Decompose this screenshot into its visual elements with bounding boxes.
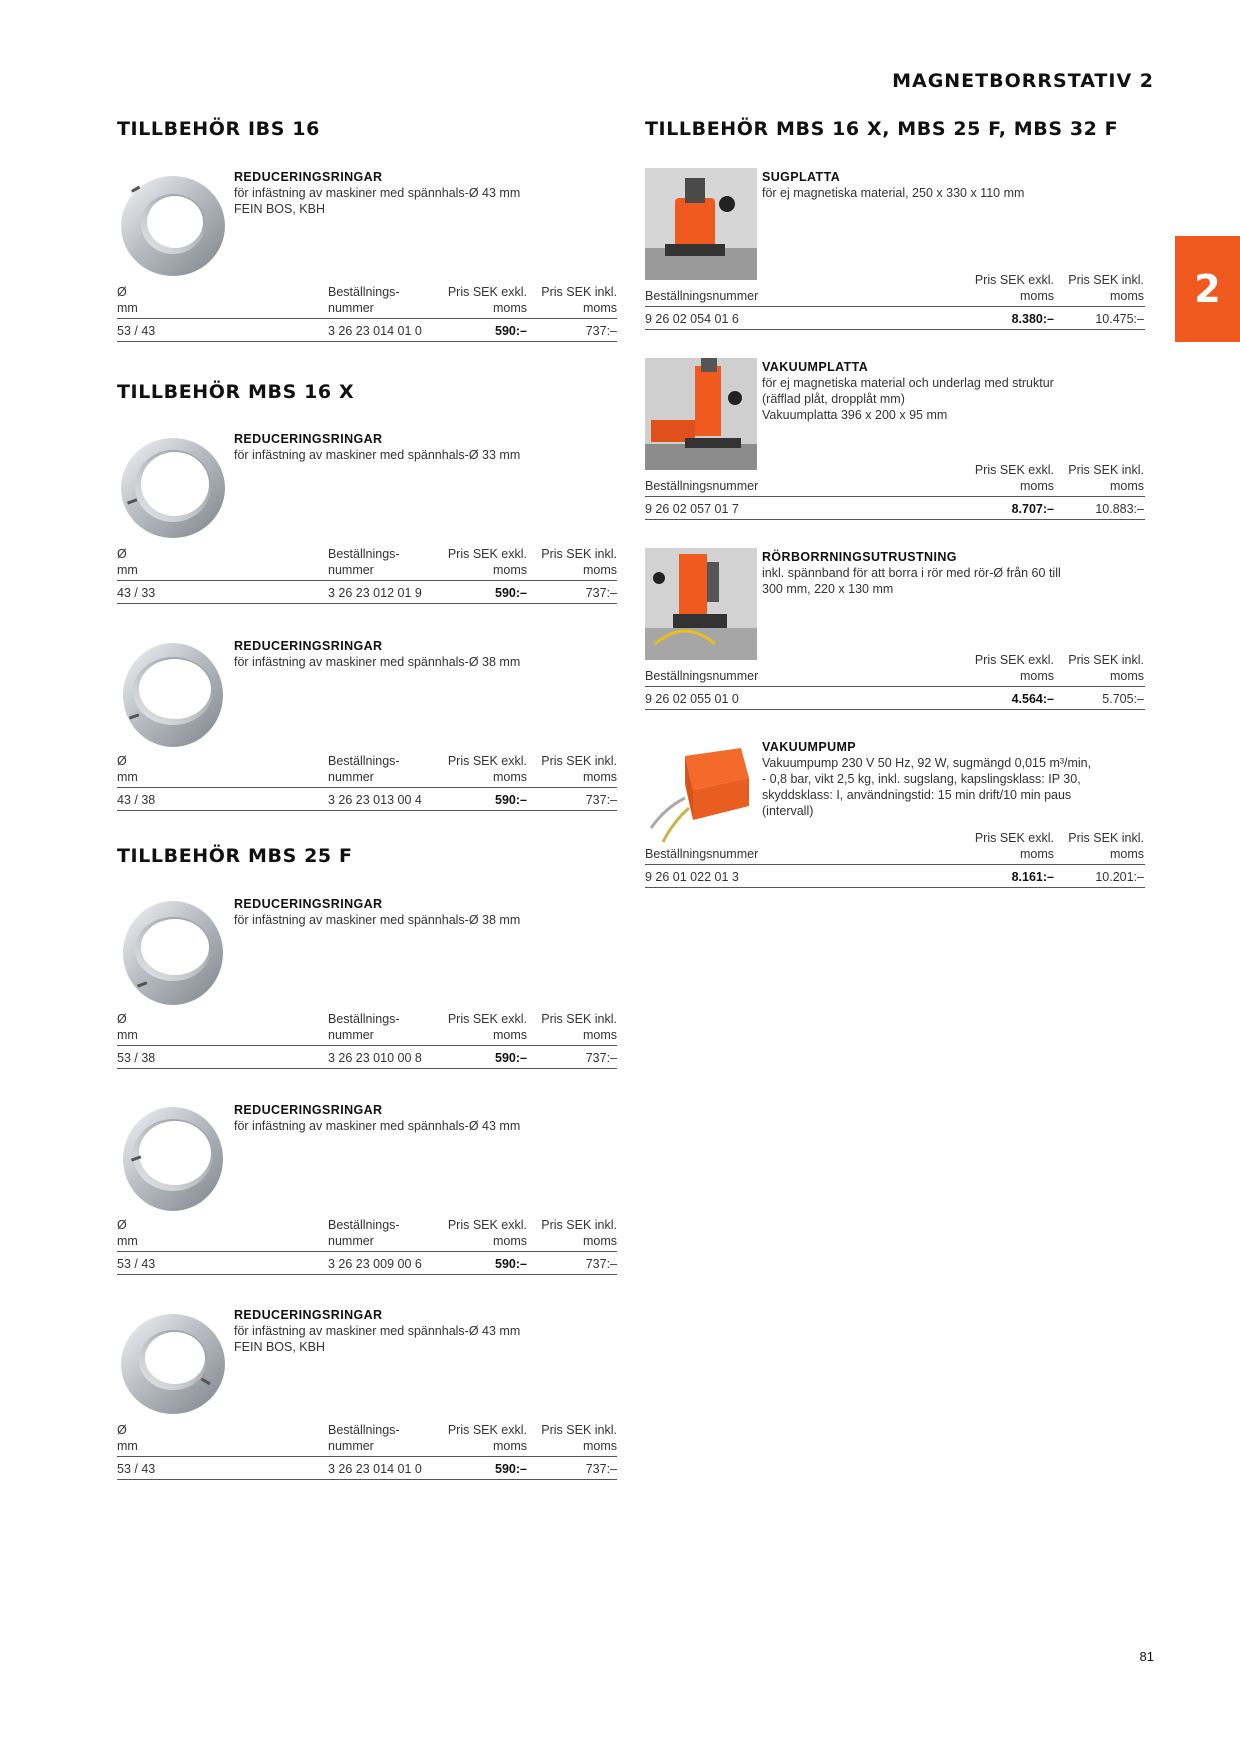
- product-card: [117, 1306, 617, 1478]
- cell-price-incl: 737:–: [585, 1051, 617, 1065]
- spec-table: [117, 284, 617, 342]
- header-mm: mm: [117, 563, 138, 577]
- spec-table: [645, 652, 1145, 710]
- cell-price-excl: 4.564:–: [1011, 692, 1054, 706]
- header-moms: moms: [492, 1439, 527, 1453]
- header-diameter: Ø: [117, 754, 127, 768]
- product-description: 300 mm, 220 x 130 mm: [762, 582, 894, 596]
- product-name: RÖRBORRNINGSUTRUSTNING: [762, 550, 957, 564]
- product-description: Vakuumplatta 396 x 200 x 95 mm: [762, 408, 948, 422]
- product-description: för infästning av maskiner med spännhals-Ø 33 mm: [234, 448, 521, 462]
- reducing-ring-image: [117, 637, 229, 749]
- product-description: FEIN BOS, KBH: [234, 1340, 325, 1354]
- cell-diameter: 53 / 43: [117, 1462, 156, 1476]
- spec-table: [117, 753, 617, 811]
- header-moms: moms: [1019, 847, 1054, 861]
- product-name: VAKUUMPUMP: [762, 740, 857, 754]
- header-price-incl: Pris SEK inkl.: [1068, 463, 1144, 477]
- product-card: [645, 548, 1145, 708]
- spec-table: [117, 1011, 617, 1069]
- cell-order-number: 3 26 23 009 00 6: [328, 1257, 422, 1271]
- spec-table: [645, 830, 1145, 888]
- cell-price-excl: 8.380:–: [1011, 312, 1054, 326]
- section-title-mbs16x: TILLBEHÖR MBS 16 X: [117, 381, 355, 403]
- header-price-excl: Pris SEK exkl.: [447, 547, 527, 561]
- header-mm: mm: [117, 301, 138, 315]
- header-order: Beställningsnummer: [645, 479, 759, 493]
- cell-price-excl: 590:–: [495, 1051, 527, 1065]
- table-row: [117, 581, 617, 604]
- cell-price-excl: 590:–: [495, 793, 527, 807]
- product-name: REDUCERINGSRINGAR: [234, 639, 383, 653]
- table-row: [117, 1046, 617, 1069]
- header-price-excl: Pris SEK exkl.: [974, 463, 1054, 477]
- header-moms: moms: [1109, 289, 1144, 303]
- header-order: Beställnings-: [328, 547, 400, 561]
- header-moms: moms: [582, 1028, 617, 1042]
- table-row: [645, 687, 1145, 710]
- header-moms: moms: [1019, 479, 1054, 493]
- product-name: VAKUUMPLATTA: [762, 360, 869, 374]
- cell-price-excl: 590:–: [495, 324, 527, 338]
- header-order: Beställningsnummer: [645, 669, 759, 683]
- cell-order-number: 9 26 02 055 01 0: [645, 692, 739, 706]
- cell-price-excl: 590:–: [495, 586, 527, 600]
- cell-diameter: 53 / 43: [117, 324, 156, 338]
- cell-price-incl: 10.475:–: [1095, 312, 1144, 326]
- header-order: Beställningsnummer: [645, 289, 759, 303]
- header-price-incl: Pris SEK inkl.: [541, 285, 617, 299]
- product-description: (räfflad plåt, dropplåt mm): [762, 392, 905, 406]
- header-price-excl: Pris SEK exkl.: [447, 1218, 527, 1232]
- header-order: Beställnings-: [328, 1218, 400, 1232]
- section-title-accessories-right: TILLBEHÖR MBS 16 X, MBS 25 F, MBS 32 F: [645, 118, 1119, 140]
- reducing-ring-image: [117, 168, 229, 280]
- header-moms: moms: [492, 770, 527, 784]
- header-moms: moms: [582, 1234, 617, 1248]
- header-moms: moms: [492, 1028, 527, 1042]
- cell-price-incl: 737:–: [585, 324, 617, 338]
- cell-price-incl: 5.705:–: [1102, 692, 1144, 706]
- product-description: skyddsklass: I, användningstid: 15 min drift/10 min paus: [762, 788, 1072, 802]
- header-price-incl: Pris SEK inkl.: [1068, 653, 1144, 667]
- product-description: för infästning av maskiner med spännhals-Ø 43 mm: [234, 186, 521, 200]
- header-diameter: Ø: [117, 1012, 127, 1026]
- header-diameter: Ø: [117, 1423, 127, 1437]
- product-card: [117, 637, 617, 809]
- cell-order-number: 9 26 01 022 01 3: [645, 870, 739, 884]
- header-price-incl: Pris SEK inkl.: [541, 547, 617, 561]
- table-row: [117, 788, 617, 811]
- product-card: [645, 358, 1145, 518]
- product-description: FEIN BOS, KBH: [234, 202, 325, 216]
- header-price-incl: Pris SEK inkl.: [541, 754, 617, 768]
- header-moms: moms: [1109, 479, 1144, 493]
- product-name: SUGPLATTA: [762, 170, 841, 184]
- product-description: (intervall): [762, 804, 814, 818]
- cell-order-number: 3 26 23 014 01 0: [328, 1462, 422, 1476]
- header-diameter: Ø: [117, 547, 127, 561]
- header-order: Beställnings-: [328, 1423, 400, 1437]
- spec-table: [645, 462, 1145, 520]
- header-price-excl: Pris SEK exkl.: [974, 653, 1054, 667]
- header-diameter: Ø: [117, 1218, 127, 1232]
- section-title-mbs25f: TILLBEHÖR MBS 25 F: [117, 845, 353, 867]
- header-moms: moms: [1019, 289, 1054, 303]
- cell-diameter: 53 / 43: [117, 1257, 156, 1271]
- product-description: för ej magnetiska material, 250 x 330 x 110 mm: [762, 186, 1025, 200]
- header-price-excl: Pris SEK exkl.: [974, 831, 1054, 845]
- spec-table: [117, 1422, 617, 1480]
- header-moms: moms: [492, 301, 527, 315]
- product-description: för infästning av maskiner med spännhals-Ø 38 mm: [234, 655, 521, 669]
- header-price-incl: Pris SEK inkl.: [1068, 273, 1144, 287]
- cell-diameter: 43 / 33: [117, 586, 156, 600]
- table-row: [117, 319, 617, 342]
- cell-diameter: 43 / 38: [117, 793, 156, 807]
- product-name: REDUCERINGSRINGAR: [234, 897, 383, 911]
- header-price-excl: Pris SEK exkl.: [447, 754, 527, 768]
- header-mm: mm: [117, 1439, 138, 1453]
- cell-price-incl: 737:–: [585, 793, 617, 807]
- suction-plate-image: [645, 168, 757, 280]
- product-description: för infästning av maskiner med spännhals-Ø 43 mm: [234, 1119, 521, 1133]
- cell-order-number: 3 26 23 013 00 4: [328, 793, 422, 807]
- header-price-excl: Pris SEK exkl.: [974, 273, 1054, 287]
- table-row: [645, 307, 1145, 330]
- header-price-incl: Pris SEK inkl.: [541, 1012, 617, 1026]
- header-order: nummer: [328, 1234, 374, 1248]
- product-description: inkl. spännband för att borra i rör med rör-Ø från 60 till: [762, 566, 1061, 580]
- product-name: REDUCERINGSRINGAR: [234, 432, 383, 446]
- header-moms: moms: [1019, 669, 1054, 683]
- header-order: nummer: [328, 563, 374, 577]
- cell-order-number: 9 26 02 057 01 7: [645, 502, 739, 516]
- product-card: [645, 738, 1145, 898]
- product-description: för infästning av maskiner med spännhals-Ø 38 mm: [234, 913, 521, 927]
- table-row: [117, 1457, 617, 1480]
- reducing-ring-image: [117, 1306, 229, 1418]
- chapter-tab[interactable]: 2: [1175, 236, 1240, 342]
- product-description: för ej magnetiska material och underlag med struktur: [762, 376, 1054, 390]
- cell-price-excl: 590:–: [495, 1257, 527, 1271]
- product-card: [645, 168, 1145, 328]
- spec-table: [117, 546, 617, 604]
- header-order: nummer: [328, 1028, 374, 1042]
- header-price-incl: Pris SEK inkl.: [541, 1423, 617, 1437]
- product-name: REDUCERINGSRINGAR: [234, 1103, 383, 1117]
- cell-price-excl: 590:–: [495, 1462, 527, 1476]
- product-name: REDUCERINGSRINGAR: [234, 170, 383, 184]
- header-moms: moms: [582, 770, 617, 784]
- product-card: [117, 1101, 617, 1273]
- cell-order-number: 3 26 23 012 01 9: [328, 586, 422, 600]
- product-name: REDUCERINGSRINGAR: [234, 1308, 383, 1322]
- header-price-excl: Pris SEK exkl.: [447, 1423, 527, 1437]
- table-row: [645, 865, 1145, 888]
- header-order: nummer: [328, 770, 374, 784]
- product-description: för infästning av maskiner med spännhals-Ø 43 mm: [234, 1324, 521, 1338]
- header-moms: moms: [582, 1439, 617, 1453]
- spec-table: [645, 272, 1145, 330]
- cell-order-number: 3 26 23 010 00 8: [328, 1051, 422, 1065]
- cell-price-excl: 8.707:–: [1011, 502, 1054, 516]
- vacuum-plate-image: [645, 358, 757, 470]
- cell-order-number: 3 26 23 014 01 0: [328, 324, 422, 338]
- header-moms: moms: [492, 1234, 527, 1248]
- cell-price-excl: 8.161:–: [1011, 870, 1054, 884]
- cell-price-incl: 737:–: [585, 1462, 617, 1476]
- header-mm: mm: [117, 1234, 138, 1248]
- header-moms: moms: [582, 301, 617, 315]
- spec-table: [117, 1217, 617, 1275]
- header-mm: mm: [117, 770, 138, 784]
- page-header-title: MAGNETBORRSTATIV 2: [892, 70, 1154, 92]
- header-moms: moms: [1109, 847, 1144, 861]
- pipe-drilling-image: [645, 548, 757, 660]
- header-moms: moms: [582, 563, 617, 577]
- header-order: Beställningsnummer: [645, 847, 759, 861]
- header-order: Beställnings-: [328, 1012, 400, 1026]
- product-card: [117, 430, 617, 602]
- header-order: nummer: [328, 1439, 374, 1453]
- section-title-ibs16: TILLBEHÖR IBS 16: [117, 118, 320, 140]
- header-price-excl: Pris SEK exkl.: [447, 285, 527, 299]
- cell-diameter: 53 / 38: [117, 1051, 156, 1065]
- header-price-incl: Pris SEK inkl.: [541, 1218, 617, 1232]
- product-description: Vakuumpump 230 V 50 Hz, 92 W, sugmängd 0,015 m³/min,: [762, 756, 1092, 770]
- product-card: [117, 895, 617, 1067]
- table-row: [117, 1252, 617, 1275]
- header-order: Beställnings-: [328, 754, 400, 768]
- reducing-ring-image: [117, 895, 229, 1007]
- cell-order-number: 9 26 02 054 01 6: [645, 312, 739, 326]
- header-moms: moms: [1109, 669, 1144, 683]
- header-price-incl: Pris SEK inkl.: [1068, 831, 1144, 845]
- cell-price-incl: 10.883:–: [1095, 502, 1144, 516]
- header-mm: mm: [117, 1028, 138, 1042]
- reducing-ring-image: [117, 1101, 229, 1213]
- page-number: 81: [1139, 1649, 1154, 1664]
- reducing-ring-image: [117, 430, 229, 542]
- header-diameter: Ø: [117, 285, 127, 299]
- product-description: - 0,8 bar, vikt 2,5 kg, inkl. sugslang, kapslingsklass: IP 30,: [762, 772, 1081, 786]
- header-price-excl: Pris SEK exkl.: [447, 1012, 527, 1026]
- cell-price-incl: 737:–: [585, 1257, 617, 1271]
- header-order: Beställnings-: [328, 285, 400, 299]
- cell-price-incl: 737:–: [585, 586, 617, 600]
- table-row: [645, 497, 1145, 520]
- header-order: nummer: [328, 301, 374, 315]
- cell-price-incl: 10.201:–: [1095, 870, 1144, 884]
- product-card: [117, 168, 617, 340]
- header-moms: moms: [492, 563, 527, 577]
